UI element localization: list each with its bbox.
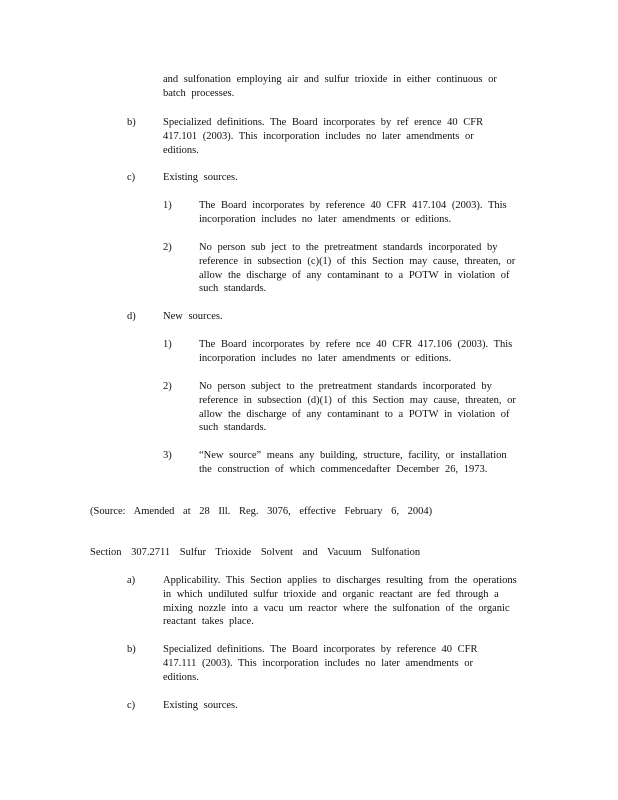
section-a-label: a) bbox=[127, 575, 136, 586]
section-c-label: c) bbox=[127, 700, 136, 711]
section-b-text: Specialized definitions. The Board incorporates by reference 40 CFR 417.111 (2003). This incorporation includes no later amendments or editions. bbox=[163, 644, 478, 683]
section-b-label: b) bbox=[127, 644, 136, 655]
section-c-heading: Existing sources. bbox=[163, 700, 238, 711]
item-d1-number: 1) bbox=[163, 339, 172, 350]
subsection-c-label: c) bbox=[127, 172, 136, 183]
item-d1-text: The Board incorporates by refere nce 40 CFR 417.106 (2003). This incorporation includes no later amendments or editions. bbox=[199, 339, 513, 364]
subsection-d-label: d) bbox=[127, 311, 136, 322]
item-d3-text: “New source” means any building, structure, facility, or installation the construction of which commencedafter December 26, 1973. bbox=[199, 450, 507, 475]
item-c1-number: 1) bbox=[163, 200, 172, 211]
source-note: (Source: Amended at 28 Ill. Reg. 3076, effective February 6, 2004) bbox=[90, 506, 433, 517]
item-d3-number: 3) bbox=[163, 450, 172, 461]
section-heading: Section 307.2711 Sulfur Trioxide Solvent and Vacuum Sulfonation bbox=[90, 547, 421, 558]
subsection-d-heading: New sources. bbox=[163, 311, 223, 322]
continuation-paragraph: and sulfonation employing air and sulfur trioxide in either continuous or batch processes. bbox=[163, 74, 497, 99]
item-c2-text: No person sub ject to the pretreatment standards incorporated by reference in subsection (c)(1) of this Section may cause, threaten, or allow the discharge of any contaminant to a POTW in violation of such standards. bbox=[199, 242, 516, 295]
item-d2-text: No person subject to the pretreatment standards incorporated by reference in subsection (d)(1) of this Section may cause, threaten, or allow the discharge of any contaminant to a POTW in violation of such standards. bbox=[199, 381, 516, 434]
subsection-c-heading: Existing sources. bbox=[163, 172, 238, 183]
subsection-b-text: Specialized definitions. The Board incorporates by ref erence 40 CFR 417.101 (2003). This incorporation includes no later amendments or editions. bbox=[163, 117, 484, 156]
item-c2-number: 2) bbox=[163, 242, 172, 253]
subsection-b-label: b) bbox=[127, 117, 136, 128]
item-d2-number: 2) bbox=[163, 381, 172, 392]
section-a-text: Applicability. This Section applies to discharges resulting from the operations in which undiluted sulfur trioxide and organic reactant are fed through a mixing nozzle into a vacu um reactor where the sulfonation of the organic reactant takes place. bbox=[163, 575, 517, 628]
item-c1-text: The Board incorporates by reference 40 CFR 417.104 (2003). This incorporation includes no later amendments or editions. bbox=[199, 200, 507, 225]
